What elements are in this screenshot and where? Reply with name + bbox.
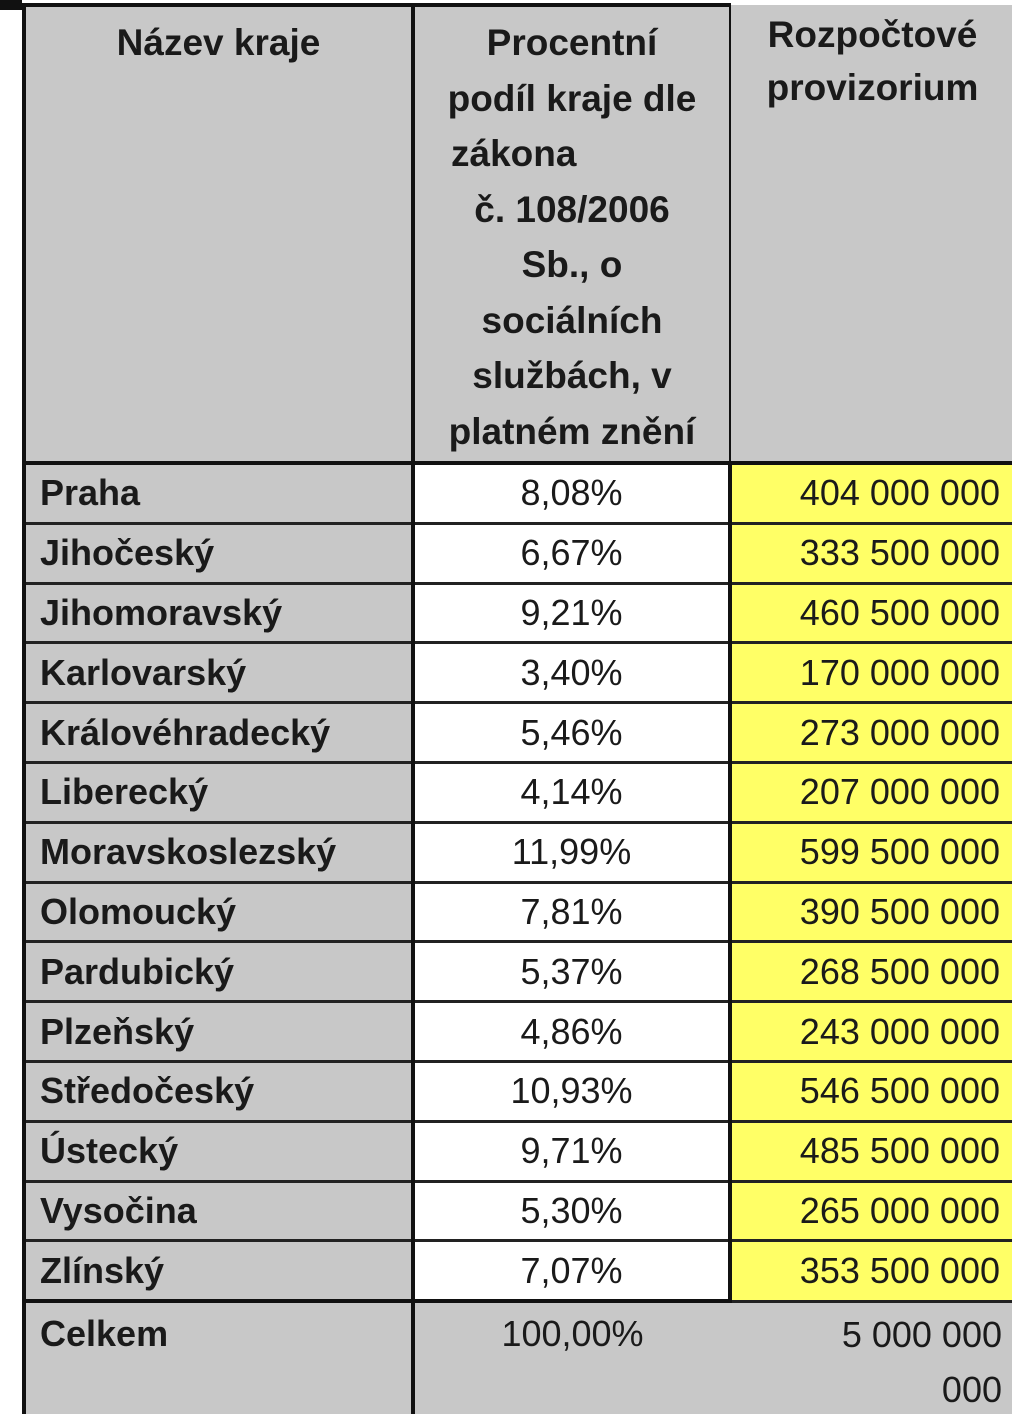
region-amount: 599 500 000 (730, 822, 1012, 882)
region-name: Olomoucký (24, 882, 413, 942)
total-percent: 100,00% (413, 1301, 730, 1414)
table-row (24, 523, 1012, 583)
region-name: Karlovarský (24, 643, 413, 703)
table-row (24, 583, 1012, 643)
region-percent: 9,21% (413, 583, 730, 643)
region-name: Ústecký (24, 1121, 413, 1181)
total-amount-line: 5 000 000 (841, 1313, 1002, 1355)
region-amount: 485 500 000 (730, 1121, 1012, 1181)
region-amount: 353 500 000 (730, 1241, 1012, 1301)
header-name: Název kraje (24, 5, 413, 463)
region-percent: 9,71% (413, 1121, 730, 1181)
budget-table-container (22, 3, 1012, 1414)
header-percent-line: platném znění (448, 410, 696, 452)
region-name: Vysočina (24, 1181, 413, 1241)
region-percent: 5,37% (413, 942, 730, 1002)
region-name: Praha (24, 463, 413, 523)
region-amount: 170 000 000 (730, 643, 1012, 703)
region-name: Jihomoravský (24, 583, 413, 643)
region-name: Moravskoslezský (24, 822, 413, 882)
region-amount: 243 000 000 (730, 1002, 1012, 1062)
table-row (24, 703, 1012, 763)
header-percent (413, 5, 730, 463)
header-budget (730, 5, 1012, 463)
region-name: Královéhradecký (24, 703, 413, 763)
region-name: Liberecký (24, 762, 413, 822)
total-amount-line: 000 (941, 1368, 1002, 1410)
region-amount: 546 500 000 (730, 1061, 1012, 1121)
region-name: Středočeský (24, 1061, 413, 1121)
table-row (24, 882, 1012, 942)
table-row (24, 463, 1012, 523)
region-name: Zlínský (24, 1241, 413, 1301)
region-amount: 273 000 000 (730, 703, 1012, 763)
budget-table (22, 3, 1012, 1414)
header-percent-line: službách, v (472, 355, 672, 396)
total-amount (730, 1301, 1012, 1414)
table-row (24, 762, 1012, 822)
region-percent: 5,30% (413, 1181, 730, 1241)
table-row (24, 1121, 1012, 1181)
table-row (24, 942, 1012, 1002)
region-percent: 10,93% (413, 1061, 730, 1121)
header-percent-line: zákona (451, 133, 577, 174)
header-row (24, 5, 1012, 463)
region-amount: 460 500 000 (730, 583, 1012, 643)
region-percent: 6,67% (413, 523, 730, 583)
region-amount: 333 500 000 (730, 523, 1012, 583)
region-amount: 207 000 000 (730, 762, 1012, 822)
region-name: Pardubický (24, 942, 413, 1002)
header-budget-line: provizorium (766, 67, 979, 108)
region-amount: 265 000 000 (730, 1181, 1012, 1241)
table-row (24, 1181, 1012, 1241)
table-row (24, 1061, 1012, 1121)
region-percent: 3,40% (413, 643, 730, 703)
region-name: Jihočeský (24, 523, 413, 583)
region-percent: 4,86% (413, 1002, 730, 1062)
region-percent: 7,07% (413, 1241, 730, 1301)
header-percent-line: sociálních (481, 299, 663, 341)
table-row (24, 643, 1012, 703)
region-percent: 7,81% (413, 882, 730, 942)
total-row (24, 1301, 1012, 1414)
region-name: Plzeňský (24, 1002, 413, 1062)
header-percent-line: podíl kraje dle (447, 77, 697, 119)
header-budget-line: Rozpočtové (767, 14, 978, 55)
header-percent-line: Sb., o (521, 244, 623, 285)
table-row (24, 822, 1012, 882)
region-percent: 11,99% (413, 822, 730, 882)
region-percent: 4,14% (413, 762, 730, 822)
region-amount: 404 000 000 (730, 463, 1012, 523)
region-amount: 390 500 000 (730, 882, 1012, 942)
region-amount: 268 500 000 (730, 942, 1012, 1002)
header-percent-line: Procentní (486, 22, 658, 63)
total-label: Celkem (24, 1301, 413, 1414)
region-percent: 8,08% (413, 463, 730, 523)
region-percent: 5,46% (413, 703, 730, 763)
corner-mark (0, 0, 22, 10)
table-row (24, 1002, 1012, 1062)
header-percent-line: č. 108/2006 (474, 188, 670, 230)
table-row (24, 1241, 1012, 1301)
